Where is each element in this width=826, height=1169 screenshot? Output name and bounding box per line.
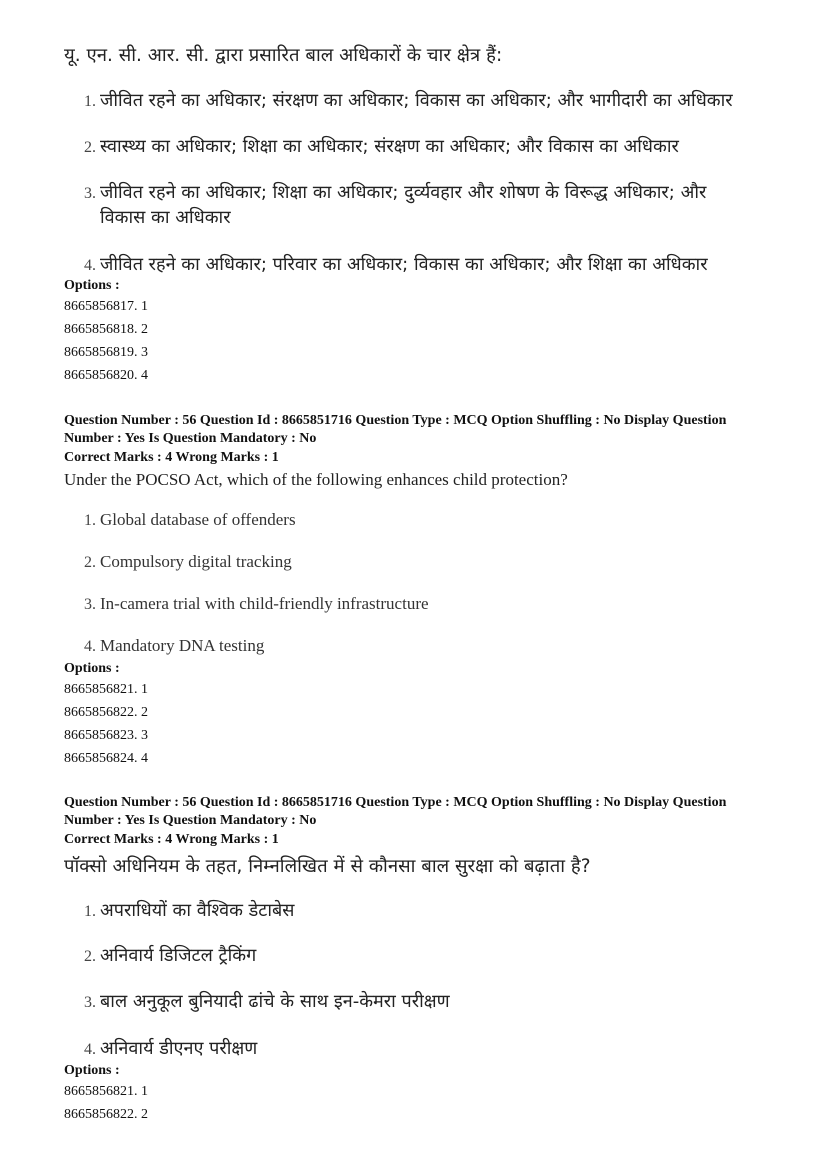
option-text: जीवित रहने का अधिकार; शिक्षा का अधिकार; दुर्व्यवहार और शोषण के विरूद्ध अधिकार; और — [100, 182, 707, 203]
options-label: Options : — [64, 661, 120, 676]
option-4 — [84, 252, 708, 276]
question-meta-line-2: Number : Yes Is Question Mandatory : No — [64, 813, 317, 828]
option-3 — [84, 594, 429, 614]
option-text: जीवित रहने का अधिकार; परिवार का अधिकार; विकास का अधिकार; और शिक्षा का अधिकार — [100, 254, 708, 275]
question-stem-english: Under the POCSO Act, which of the following enhances child protection? — [64, 470, 568, 489]
option-text: Compulsory digital tracking — [100, 552, 292, 571]
option-number: 3. — [84, 994, 96, 1011]
option-number: 1. — [84, 93, 96, 110]
option-number: 4. — [84, 638, 96, 655]
option-text: अनिवार्य डिजिटल ट्रैकिंग — [100, 945, 257, 966]
options-label: Options : — [64, 278, 120, 293]
option-number: 3. — [84, 596, 96, 613]
question-stem-hindi-2: पॉक्सो अधिनियम के तहत, निम्नलिखित में से कौनसा बाल सुरक्षा को बढ़ाता है? — [64, 856, 591, 877]
option-number: 4. — [84, 1041, 96, 1058]
option-3 — [84, 180, 706, 204]
question-meta-line-1: Question Number : 56 Question Id : 8665851716 Question Type : MCQ Option Shuffling : No Display Question — [64, 795, 727, 810]
question-meta-line-2: Number : Yes Is Question Mandatory : No — [64, 431, 317, 446]
option-text: In-camera trial with child-friendly infrastructure — [100, 594, 429, 613]
option-number: 2. — [84, 948, 96, 965]
option-4 — [84, 1036, 257, 1060]
option-4 — [84, 636, 264, 656]
marks-line: Correct Marks : 4 Wrong Marks : 1 — [64, 832, 279, 847]
option-2 — [84, 134, 679, 158]
marks-line: Correct Marks : 4 Wrong Marks : 1 — [64, 450, 279, 465]
option-code: 8665856819. 3 — [64, 345, 148, 360]
option-1 — [84, 510, 296, 530]
option-text: Mandatory DNA testing — [100, 636, 265, 655]
question-stem-hindi-1: यू. एन. सी. आर. सी. द्वारा प्रसारित बाल अधिकारों के चार क्षेत्र हैं: — [64, 45, 503, 66]
option-text: स्वास्थ्य का अधिकार; शिक्षा का अधिकार; संरक्षण का अधिकार; और विकास का अधिकार — [100, 136, 679, 157]
option-1 — [84, 898, 294, 922]
option-code: 8665856822. 2 — [64, 705, 148, 720]
option-code: 8665856823. 3 — [64, 728, 148, 743]
option-code: 8665856821. 1 — [64, 682, 148, 697]
option-number: 3. — [84, 185, 96, 202]
option-text: Global database of offenders — [100, 510, 296, 529]
option-number: 2. — [84, 554, 96, 571]
option-2 — [84, 943, 256, 967]
option-3-continuation: विकास का अधिकार — [100, 207, 231, 228]
option-number: 4. — [84, 257, 96, 274]
option-text: बाल अनुकूल बुनियादी ढांचे के साथ इन-केमरा परीक्षण — [100, 991, 450, 1012]
option-code: 8665856822. 2 — [64, 1107, 148, 1122]
option-code: 8665856818. 2 — [64, 322, 148, 337]
option-code: 8665856824. 4 — [64, 751, 148, 766]
option-number: 2. — [84, 139, 96, 156]
option-code: 8665856820. 4 — [64, 368, 148, 383]
option-1 — [84, 88, 733, 112]
option-3 — [84, 989, 450, 1013]
option-text: अनिवार्य डीएनए परीक्षण — [100, 1038, 258, 1059]
option-2 — [84, 552, 292, 572]
option-text: अपराधियों का वैश्विक डेटाबेस — [100, 900, 295, 921]
option-number: 1. — [84, 903, 96, 920]
option-code: 8665856817. 1 — [64, 299, 148, 314]
options-label: Options : — [64, 1063, 120, 1078]
option-code: 8665856821. 1 — [64, 1084, 148, 1099]
option-text: जीवित रहने का अधिकार; संरक्षण का अधिकार; विकास का अधिकार; और भागीदारी का अधिकार — [100, 90, 733, 111]
question-meta-line-1: Question Number : 56 Question Id : 8665851716 Question Type : MCQ Option Shuffling : No Display Question — [64, 413, 727, 428]
option-number: 1. — [84, 512, 96, 529]
